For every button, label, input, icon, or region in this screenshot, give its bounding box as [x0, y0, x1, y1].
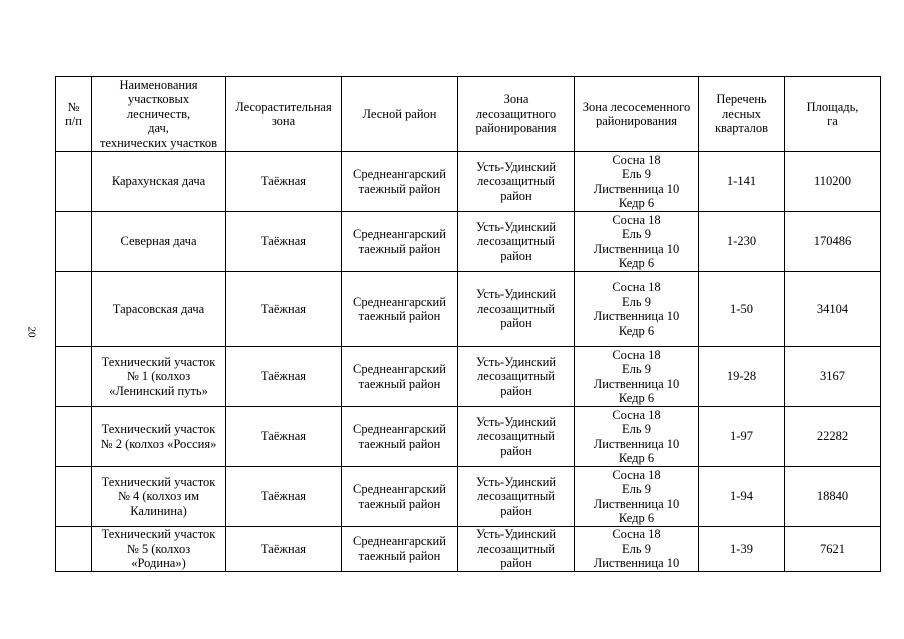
- cell-num: [56, 212, 92, 272]
- cell-line: Кедр 6: [618, 256, 655, 270]
- header-row: [56, 77, 881, 152]
- cell-zone: Таёжная: [226, 527, 342, 572]
- cell-line: Кедр 6: [618, 451, 655, 465]
- header-protect-zone: [458, 77, 575, 152]
- cell-line: Карахунская дача: [111, 174, 206, 189]
- cell-area: 34104: [785, 272, 881, 347]
- cell-line: Кедр 6: [618, 323, 655, 338]
- cell-line: Сосна 18: [612, 347, 661, 362]
- cell-line: п/п: [65, 114, 82, 128]
- cell-line: № 4 (колхоз им: [117, 489, 200, 504]
- cell-line: лесозащитного: [475, 106, 557, 121]
- cell-line: Кедр 6: [618, 391, 655, 405]
- cell-num: [56, 527, 92, 572]
- cell-line: районирования: [475, 121, 557, 136]
- cell-zone: Таёжная: [226, 467, 342, 527]
- cell-line: район: [500, 503, 532, 518]
- cell-seed-zone: [575, 347, 699, 407]
- cell-line: Лиственница 10: [593, 496, 680, 511]
- cell-line: технических участков: [100, 135, 217, 150]
- cell-line: Сосна 18: [612, 407, 661, 422]
- cell-num: [56, 407, 92, 467]
- cell-line: районирования: [595, 114, 678, 128]
- cell-line: таежный район: [358, 181, 441, 196]
- cell-area: 22282: [785, 407, 881, 467]
- cell-line: Среднеангарский: [353, 227, 446, 241]
- cell-district: [342, 347, 458, 407]
- cell-line: Лиственница 10: [593, 181, 680, 196]
- cell-protect-zone: [458, 272, 575, 347]
- cell-quarters: 19-28: [699, 347, 785, 407]
- cell-seed-zone: [575, 152, 699, 212]
- table-row: [56, 527, 881, 572]
- cell-line: зона: [271, 114, 296, 128]
- cell-protect-zone: [458, 347, 575, 407]
- cell-line: Усть-Удинский: [475, 474, 557, 489]
- cell-num: [56, 272, 92, 347]
- cell-name: [92, 272, 226, 347]
- cell-line: таежный район: [358, 376, 441, 391]
- cell-num: [56, 467, 92, 527]
- cell-line: кварталов: [714, 121, 769, 136]
- cell-district: [342, 212, 458, 272]
- cell-name: [92, 347, 226, 407]
- cell-line: лесных: [722, 106, 761, 121]
- cell-district: [342, 272, 458, 347]
- cell-line: Зона: [503, 92, 529, 107]
- table-row: [56, 407, 881, 467]
- cell-line: Ель 9: [622, 482, 651, 496]
- table-row: [56, 467, 881, 527]
- cell-line: Перечень: [716, 92, 767, 107]
- forestry-table: [55, 76, 881, 572]
- cell-zone: Таёжная: [226, 407, 342, 467]
- table-row: [56, 152, 881, 212]
- cell-line: лесозащитный: [477, 541, 555, 556]
- cell-area: 3167: [785, 347, 881, 407]
- cell-line: Сосна 18: [612, 527, 661, 541]
- cell-district: [342, 407, 458, 467]
- cell-line: лесозащитный: [477, 369, 555, 384]
- cell-line: таежный район: [358, 548, 441, 563]
- cell-line: Технический участок: [101, 527, 216, 541]
- header-name: [92, 77, 226, 152]
- cell-line: Ель 9: [622, 227, 651, 241]
- cell-line: Технический участок: [101, 354, 216, 369]
- cell-zone: Таёжная: [226, 152, 342, 212]
- cell-line: Лесорастительная: [235, 99, 332, 114]
- cell-line: лесозащитный: [477, 234, 555, 249]
- cell-line: таежный район: [358, 496, 441, 511]
- cell-line: таежный район: [358, 436, 441, 451]
- cell-line: Сосна 18: [612, 467, 661, 482]
- cell-name: [92, 152, 226, 212]
- cell-area: 18840: [785, 467, 881, 527]
- cell-line: лесозащитный: [477, 174, 555, 189]
- cell-quarters: 1-94: [699, 467, 785, 527]
- cell-seed-zone: [575, 407, 699, 467]
- cell-protect-zone: [458, 212, 575, 272]
- table-row: [56, 272, 881, 347]
- header-num: [56, 77, 92, 152]
- cell-line: лесозащитный: [477, 489, 555, 504]
- cell-line: Калинина): [130, 503, 187, 518]
- cell-district: [342, 467, 458, 527]
- cell-line: Ель 9: [622, 294, 651, 309]
- table-row: [56, 212, 881, 272]
- cell-line: Ель 9: [622, 167, 651, 181]
- cell-area: 170486: [785, 212, 881, 272]
- cell-name: [92, 212, 226, 272]
- cell-line: «Родина»): [131, 556, 186, 570]
- cell-line: «Ленинский путь»: [109, 383, 208, 398]
- cell-line: Усть-Удинский: [475, 527, 557, 541]
- page-number: 20: [25, 326, 38, 338]
- cell-line: район: [500, 443, 532, 458]
- cell-line: № 2 (колхоз «Россия»: [100, 436, 217, 451]
- cell-line: Площадь,: [806, 99, 859, 114]
- cell-line: Ель 9: [622, 362, 651, 376]
- cell-line: Наименования: [119, 77, 198, 92]
- cell-line: Зона лесосеменного: [582, 99, 691, 114]
- cell-zone: Таёжная: [226, 212, 342, 272]
- cell-line: дач,: [148, 121, 169, 136]
- cell-quarters: 1-97: [699, 407, 785, 467]
- cell-line: таежный район: [358, 309, 441, 323]
- cell-name: [92, 407, 226, 467]
- cell-seed-zone: [575, 467, 699, 527]
- cell-line: Технический участок: [101, 474, 216, 489]
- cell-line: район: [500, 188, 532, 203]
- cell-line: район: [500, 383, 532, 398]
- cell-district: [342, 527, 458, 572]
- cell-line: № 1 (колхоз: [126, 369, 191, 384]
- cell-line: район: [500, 556, 532, 570]
- cell-line: Кедр 6: [618, 196, 655, 210]
- cell-line: Лиственница 10: [593, 436, 680, 451]
- cell-line: лесничеств,: [126, 106, 191, 121]
- cell-line: Сосна 18: [612, 212, 661, 227]
- cell-line: участковых: [127, 92, 190, 107]
- cell-line: №: [67, 99, 80, 114]
- cell-quarters: 1-141: [699, 152, 785, 212]
- cell-line: Кедр 6: [618, 511, 655, 525]
- cell-line: Среднеангарский: [353, 167, 446, 181]
- header-seed-zone: [575, 77, 699, 152]
- header-area: [785, 77, 881, 152]
- cell-line: Лесной район: [362, 106, 437, 121]
- table-row: [56, 347, 881, 407]
- cell-line: Лиственница 10: [593, 309, 680, 323]
- cell-district: [342, 152, 458, 212]
- cell-num: [56, 152, 92, 212]
- cell-line: Ель 9: [622, 541, 651, 556]
- cell-line: район: [500, 248, 532, 263]
- cell-protect-zone: [458, 527, 575, 572]
- cell-zone: Таёжная: [226, 347, 342, 407]
- cell-protect-zone: [458, 152, 575, 212]
- cell-seed-zone: [575, 527, 699, 572]
- cell-line: Среднеангарский: [353, 362, 446, 376]
- cell-num: [56, 347, 92, 407]
- cell-line: Технический участок: [101, 422, 216, 436]
- header-quarters: [699, 77, 785, 152]
- cell-line: Лиственница 10: [593, 556, 680, 570]
- cell-protect-zone: [458, 407, 575, 467]
- cell-line: Ель 9: [622, 422, 651, 436]
- cell-seed-zone: [575, 272, 699, 347]
- cell-seed-zone: [575, 212, 699, 272]
- cell-line: Среднеангарский: [353, 294, 446, 309]
- header-district: [342, 77, 458, 152]
- cell-line: Сосна 18: [612, 280, 661, 294]
- cell-line: Усть-Удинский: [475, 354, 557, 369]
- cell-protect-zone: [458, 467, 575, 527]
- cell-name: [92, 467, 226, 527]
- cell-line: Тарасовская дача: [112, 301, 205, 316]
- cell-line: таежный район: [358, 241, 441, 256]
- cell-line: га: [827, 114, 838, 128]
- header-zone: [226, 77, 342, 152]
- cell-line: Среднеангарский: [353, 482, 446, 496]
- cell-line: Лиственница 10: [593, 241, 680, 256]
- cell-line: Сосна 18: [612, 152, 661, 167]
- cell-zone: Таёжная: [226, 272, 342, 347]
- cell-line: Лиственница 10: [593, 376, 680, 391]
- cell-line: лесозащитный: [477, 301, 555, 316]
- cell-line: Северная дача: [120, 234, 197, 249]
- cell-line: район: [500, 316, 532, 331]
- cell-quarters: 1-230: [699, 212, 785, 272]
- cell-line: лесозащитный: [477, 429, 555, 444]
- cell-line: Усть-Удинский: [475, 159, 557, 174]
- cell-quarters: 1-50: [699, 272, 785, 347]
- cell-line: Усть-Удинский: [475, 287, 557, 302]
- cell-name: [92, 527, 226, 572]
- cell-line: Среднеангарский: [353, 534, 446, 549]
- cell-area: 110200: [785, 152, 881, 212]
- cell-area: 7621: [785, 527, 881, 572]
- cell-line: Усть-Удинский: [475, 414, 557, 429]
- cell-line: Среднеангарский: [353, 422, 446, 436]
- cell-quarters: 1-39: [699, 527, 785, 572]
- cell-line: Усть-Удинский: [475, 219, 557, 234]
- cell-line: № 5 (колхоз: [126, 541, 191, 556]
